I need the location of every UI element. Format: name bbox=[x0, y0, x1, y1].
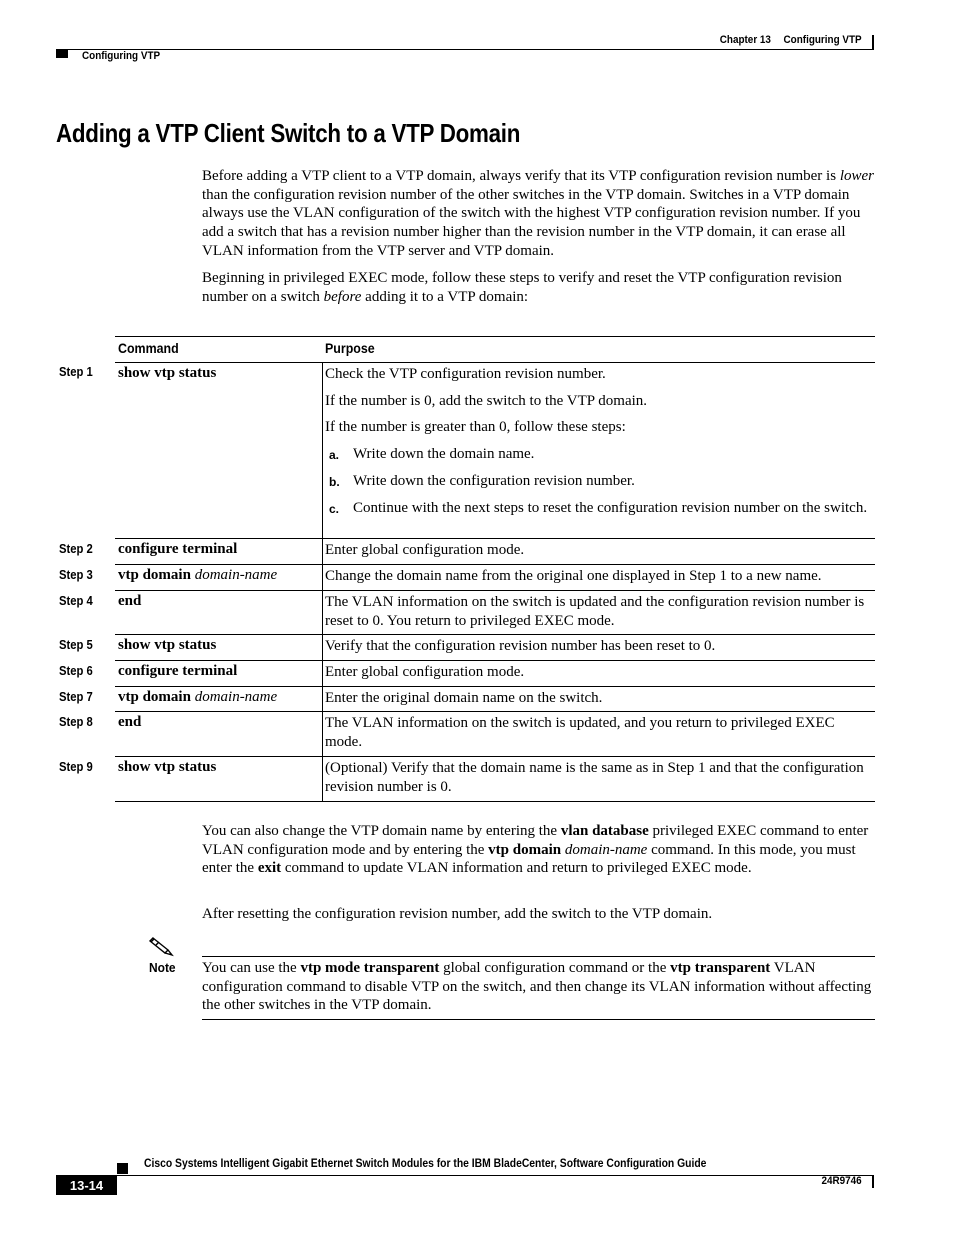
sub-step-text: Write down the configuration revision number. bbox=[353, 472, 635, 489]
running-header-chapter bbox=[708, 34, 862, 46]
keyword-vtp-mode-transparent: vtp mode transparent bbox=[300, 960, 440, 976]
intro-paragraph-1: Before adding a VTP client to a VTP domain, always verify that its VTP configuration revision number is lower than the configuration revision number of the other switches in the VTP domain. Switches in a VTP domain always use the VLAN configuration of the switch with the highest VTP configuration revision number. If you add a switch that has a revision number higher than the revision number in the VTP domain, it can erase all VLAN information from the VTP server and VTP domain. bbox=[202, 168, 874, 259]
header-rule bbox=[56, 49, 874, 50]
sub-step-label: a. bbox=[329, 448, 340, 463]
command-text: end bbox=[118, 593, 142, 609]
sub-step-c bbox=[325, 499, 870, 518]
table-row-step-4 bbox=[115, 591, 875, 635]
command-text: end bbox=[118, 714, 142, 730]
intro-paragraph-2: Beginning in privileged EXEC mode, follow these steps to verify and reset the VTP configuration revision number on a switch before adding it to a VTP domain: bbox=[202, 270, 842, 305]
purpose-text: Change the domain name from the original one displayed in Step 1 to a new name. bbox=[325, 568, 822, 584]
step-label-6: Step 6 bbox=[59, 664, 93, 678]
purpose-text: Enter the original domain name on the switch. bbox=[325, 690, 603, 706]
page-title: Adding a VTP Client Switch to a VTP Domain bbox=[56, 118, 521, 148]
step-label-5: Step 5 bbox=[59, 638, 93, 652]
table-header-row bbox=[115, 337, 875, 363]
emphasis-lower: lower bbox=[839, 168, 874, 184]
keyword-vlan-database: vlan database bbox=[560, 823, 649, 839]
footer-guide-title: Cisco Systems Intelligent Gigabit Ethernet Switch Modules for the IBM BladeCenter, Software Configuration Guide bbox=[144, 1158, 707, 1170]
emphasis-before: before bbox=[323, 288, 362, 305]
body-paragraph-3: You can also change the VTP domain name by entering the vlan database privileged EXEC command to enter VLAN configuration mode and by entering the vtp domain domain-name command. In this mode, you must enter the exit command to update VLAN information and return to privileged EXEC mode. bbox=[202, 823, 869, 877]
table-row-step-6 bbox=[115, 661, 875, 687]
document-number: 24R9746 bbox=[821, 1175, 862, 1187]
table-row-step-5 bbox=[115, 635, 875, 661]
step-label-3: Step 3 bbox=[59, 568, 93, 582]
command-text: vtp domain bbox=[118, 689, 191, 705]
purpose-text: The VLAN information on the switch is updated, and you return to privileged EXEC mode. bbox=[325, 715, 835, 750]
sub-step-label: c. bbox=[329, 501, 340, 516]
keyword-vtp-domain: vtp domain bbox=[488, 841, 562, 858]
argument-domain-name: domain-name bbox=[564, 841, 648, 858]
keyword-vtp-transparent: vtp transparent bbox=[670, 960, 771, 976]
step-label-7: Step 7 bbox=[59, 690, 93, 704]
step-label-8: Step 8 bbox=[59, 715, 93, 729]
body-paragraph-4: After resetting the configuration revision number, add the switch to the VTP domain. bbox=[202, 906, 713, 922]
sub-step-text: Write down the domain name. bbox=[353, 446, 535, 463]
table-row-step-1 bbox=[115, 363, 875, 539]
sub-step-a bbox=[325, 445, 870, 464]
footer-tick bbox=[872, 1176, 874, 1188]
chapter-title: Configuring VTP bbox=[783, 34, 862, 46]
command-text: configure terminal bbox=[118, 541, 238, 557]
command-argument: domain-name bbox=[194, 567, 278, 583]
column-header-command: Command bbox=[118, 341, 179, 356]
sub-step-text: Continue with the next steps to reset the configuration revision number on the switch. bbox=[353, 499, 868, 516]
footer-marker bbox=[117, 1163, 128, 1174]
table-row-step-7 bbox=[115, 687, 875, 712]
sub-step-b bbox=[325, 472, 870, 491]
running-header-section: Configuring VTP bbox=[82, 50, 161, 62]
column-header-purpose: Purpose bbox=[325, 341, 375, 356]
command-text: show vtp status bbox=[118, 759, 217, 775]
purpose-text: The VLAN information on the switch is updated and the configuration revision number is reset to 0. You return to privileged EXEC mode. bbox=[325, 594, 865, 629]
footer-rule bbox=[56, 1175, 874, 1176]
step-label-4: Step 4 bbox=[59, 594, 93, 608]
purpose-text: Enter global configuration mode. bbox=[325, 664, 525, 680]
sub-step-label: b. bbox=[329, 474, 340, 489]
note-top-rule bbox=[202, 956, 875, 957]
purpose-text: Verify that the configuration revision number has been reset to 0. bbox=[325, 638, 716, 654]
chapter-number: Chapter 13 bbox=[720, 34, 772, 46]
table-row-step-8 bbox=[115, 712, 875, 757]
header-marker bbox=[56, 50, 68, 58]
step-label-2: Step 2 bbox=[59, 542, 93, 556]
purpose-text-2: If the number is 0, add the switch to the VTP domain. bbox=[325, 392, 648, 409]
table-row-step-9 bbox=[115, 757, 875, 802]
purpose-text: Check the VTP configuration revision number. bbox=[325, 366, 606, 382]
header-tick bbox=[872, 35, 874, 49]
page-number: 13-14 bbox=[56, 1176, 117, 1195]
table-row-step-2 bbox=[115, 539, 875, 565]
command-text: vtp domain bbox=[118, 567, 191, 583]
purpose-text-3: If the number is greater than 0, follow these steps: bbox=[325, 419, 626, 436]
keyword-exit: exit bbox=[257, 860, 282, 877]
step-label-1: Step 1 bbox=[59, 365, 93, 379]
note-text: You can use the vtp mode transparent global configuration command or the vtp transparent VLAN configuration command to disable VTP on the switch, and then change its VLAN information without affecting the other switches in the VTP domain. bbox=[202, 960, 872, 1014]
purpose-text: Enter global configuration mode. bbox=[325, 542, 525, 558]
note-label: Note bbox=[149, 960, 176, 975]
command-text: show vtp status bbox=[118, 637, 217, 653]
command-argument: domain-name bbox=[194, 689, 278, 705]
purpose-text: (Optional) Verify that the domain name is the same as in Step 1 and that the configuration revision number is 0. bbox=[325, 760, 864, 795]
note-bottom-rule bbox=[202, 1019, 875, 1020]
command-text: show vtp status bbox=[118, 365, 217, 381]
command-text: configure terminal bbox=[118, 663, 238, 679]
step-label-9: Step 9 bbox=[59, 760, 93, 774]
pencil-note-icon bbox=[148, 932, 178, 958]
table-row-step-3 bbox=[115, 565, 875, 591]
